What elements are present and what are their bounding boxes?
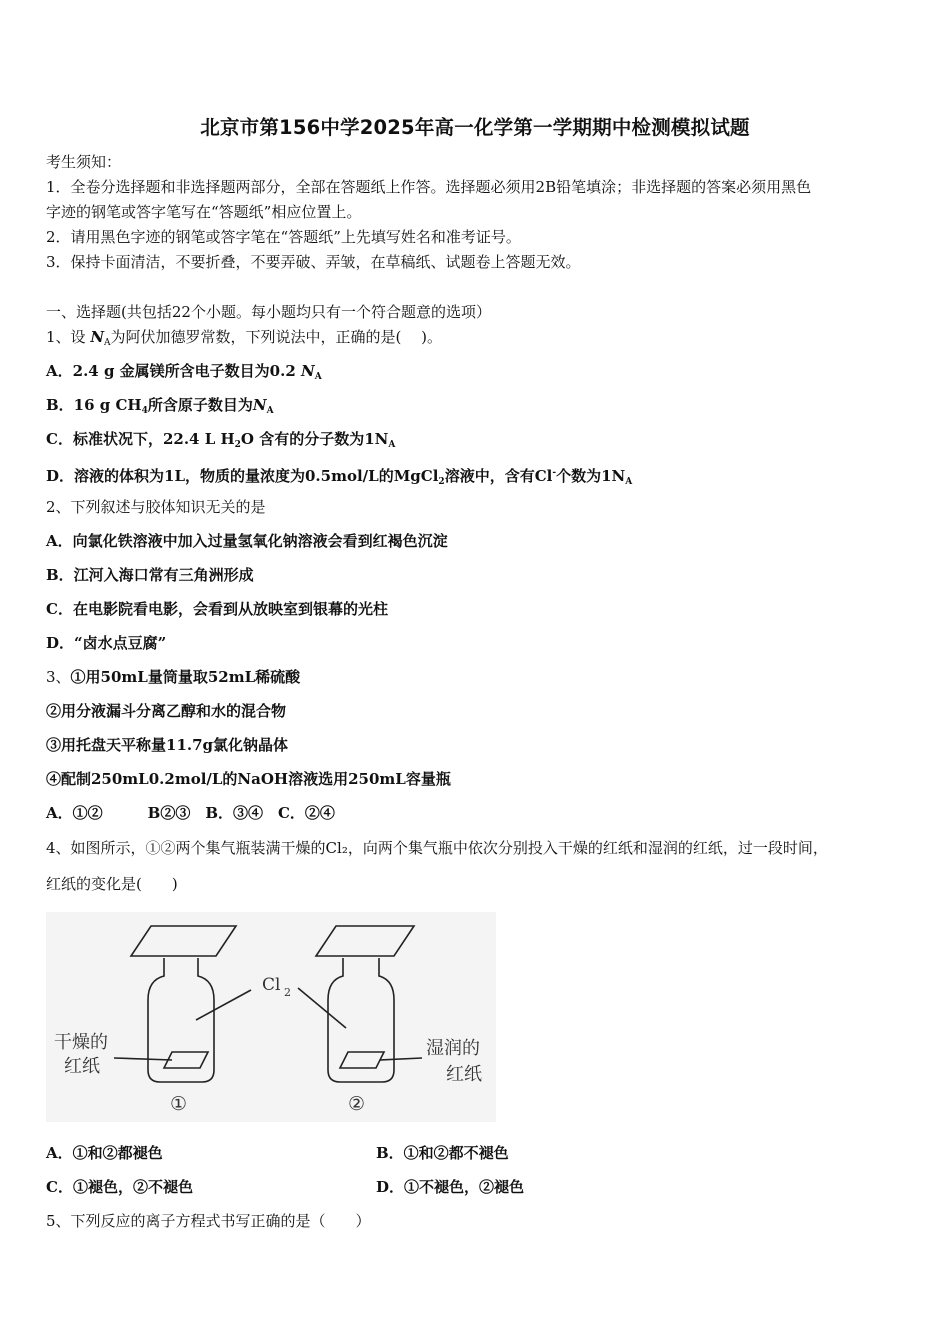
q3-statement-4: ④配制250mL0.2mol/L的NaOH溶液选用250mL容量瓶 bbox=[46, 770, 451, 788]
q1-option-a bbox=[46, 361, 322, 387]
q1-option-b-text2: 所含原子数目为 bbox=[147, 396, 253, 414]
q2-option-b: B．江河入海口常有三角洲形成 bbox=[46, 566, 254, 584]
q2-option-a: A．向氯化铁溶液中加入过量氢氧化钠溶液会看到红褐色沉淀 bbox=[46, 532, 448, 550]
q4-option-d: D．①不褪色，②褪色 bbox=[376, 1178, 525, 1196]
q2-stem: 2、下列叙述与胶体知识无关的是 bbox=[46, 498, 266, 516]
bottle-1-number: ① bbox=[170, 1093, 188, 1115]
q1-option-d-sub2: 2 bbox=[438, 477, 445, 487]
q1-option-b-n: N bbox=[252, 396, 267, 414]
left-label-line-1: 干燥的 bbox=[54, 1032, 108, 1053]
q3-stem-prefix: 3、 bbox=[46, 668, 71, 686]
q1-option-a-sub: A bbox=[314, 372, 322, 382]
q2-option-d: D．“卤水点豆腐” bbox=[46, 634, 167, 652]
page-title: 北京市第156中学2025年高一化学第一学期期中检测模拟试题 bbox=[200, 116, 750, 139]
q3-options: A．①② B②③ B．③④ C．②④ bbox=[46, 804, 335, 822]
q1-option-c-sub2: 2 bbox=[234, 440, 241, 450]
q1-stem bbox=[46, 327, 442, 353]
q1-stem-n: N bbox=[90, 328, 105, 346]
notice-item-1b: 字迹的钢笔或答字笔写在“答题纸”相应位置上。 bbox=[46, 203, 362, 221]
q3-statement-3: ③用托盘天平称量11.7g氯化钠晶体 bbox=[46, 736, 289, 754]
bottle-2-number: ② bbox=[348, 1093, 366, 1115]
q1-option-d-text3: 个数为1N bbox=[556, 467, 626, 485]
q1-option-d-sub: A bbox=[625, 477, 633, 487]
notice-item-3: 3．保持卡面清洁，不要折叠，不要弄破、弄皱，在草稿纸、试题卷上答题无效。 bbox=[46, 253, 581, 271]
q1-option-c-sub: A bbox=[388, 440, 396, 450]
right-label-line-2: 红纸 bbox=[446, 1064, 482, 1085]
q4-option-b: B．①和②都不褪色 bbox=[376, 1144, 509, 1162]
notice-item-1a: 1．全卷分选择题和非选择题两部分，全部在答题纸上作答。选择题必须用2B铅笔填涂；非选择题的答案必须用黑色 bbox=[46, 178, 812, 196]
q4-option-c: C．①褪色，②不褪色 bbox=[46, 1178, 193, 1196]
q3-statement-1: ①用50mL量筒量取52mL稀硫酸 bbox=[70, 668, 301, 686]
q2-option-c: C．在电影院看电影，会看到从放映室到银幕的光柱 bbox=[46, 600, 388, 618]
q1-option-b-sub: A bbox=[266, 406, 274, 416]
q3-stem bbox=[46, 667, 300, 687]
q1-option-b bbox=[46, 395, 274, 421]
section-heading: 一、选择题(共包括22个小题。每小题均只有一个符合题意的选项） bbox=[46, 303, 491, 321]
q4-option-a: A．①和②都褪色 bbox=[46, 1144, 163, 1162]
q4-stem-line-1: 4、如图所示，①②两个集气瓶装满干燥的Cl₂，向两个集气瓶中依次分别投入干燥的红纸和湿润的红纸，过一段时间， bbox=[46, 839, 828, 857]
gas-label: Cl bbox=[262, 975, 281, 995]
q1-option-c-text2: O 含有的分子数为1N bbox=[240, 430, 389, 448]
notice-item-2: 2．请用黑色字迹的钢笔或答字笔在“答题纸”上先填写姓名和准考证号。 bbox=[46, 228, 521, 246]
figure-background bbox=[46, 912, 496, 1122]
q1-option-d-text2: 溶液中，含有Cl bbox=[444, 467, 553, 485]
right-label-line-1: 湿润的 bbox=[426, 1038, 480, 1059]
notice-heading: 考生须知： bbox=[46, 153, 122, 171]
q5-stem: 5、下列反应的离子方程式书写正确的是（ ） bbox=[46, 1212, 371, 1230]
q1-option-d-sup: - bbox=[552, 468, 557, 478]
q1-option-c bbox=[46, 429, 395, 455]
q1-option-d-text: D．溶液的体积为1L，物质的量浓度为0.5mol/L的MgCl bbox=[46, 467, 439, 485]
q1-option-b-text: B．16 g CH bbox=[46, 396, 142, 414]
q1-option-a-text: A．2.4 g 金属镁所含电子数目为0.2 bbox=[46, 362, 301, 380]
gas-label-sub: 2 bbox=[284, 986, 291, 999]
gas-bottle-figure bbox=[46, 912, 496, 1122]
q4-stem-line-2: 红纸的变化是( ) bbox=[46, 875, 178, 893]
q1-stem-rest: 为阿伏加德罗常数，下列说法中，正确的是( )。 bbox=[110, 328, 443, 346]
q1-option-a-n: N bbox=[301, 362, 315, 380]
left-label-line-2: 红纸 bbox=[64, 1056, 100, 1077]
q1-option-d bbox=[46, 463, 632, 492]
q3-statement-2: ②用分液漏斗分离乙醇和水的混合物 bbox=[46, 702, 287, 720]
q1-option-b-sub4: 4 bbox=[141, 406, 148, 416]
q1-stem-prefix: 1、设 bbox=[46, 328, 91, 346]
q1-option-c-text: C．标准状况下，22.4 L H bbox=[46, 430, 235, 448]
q1-stem-sub: A bbox=[104, 338, 111, 348]
